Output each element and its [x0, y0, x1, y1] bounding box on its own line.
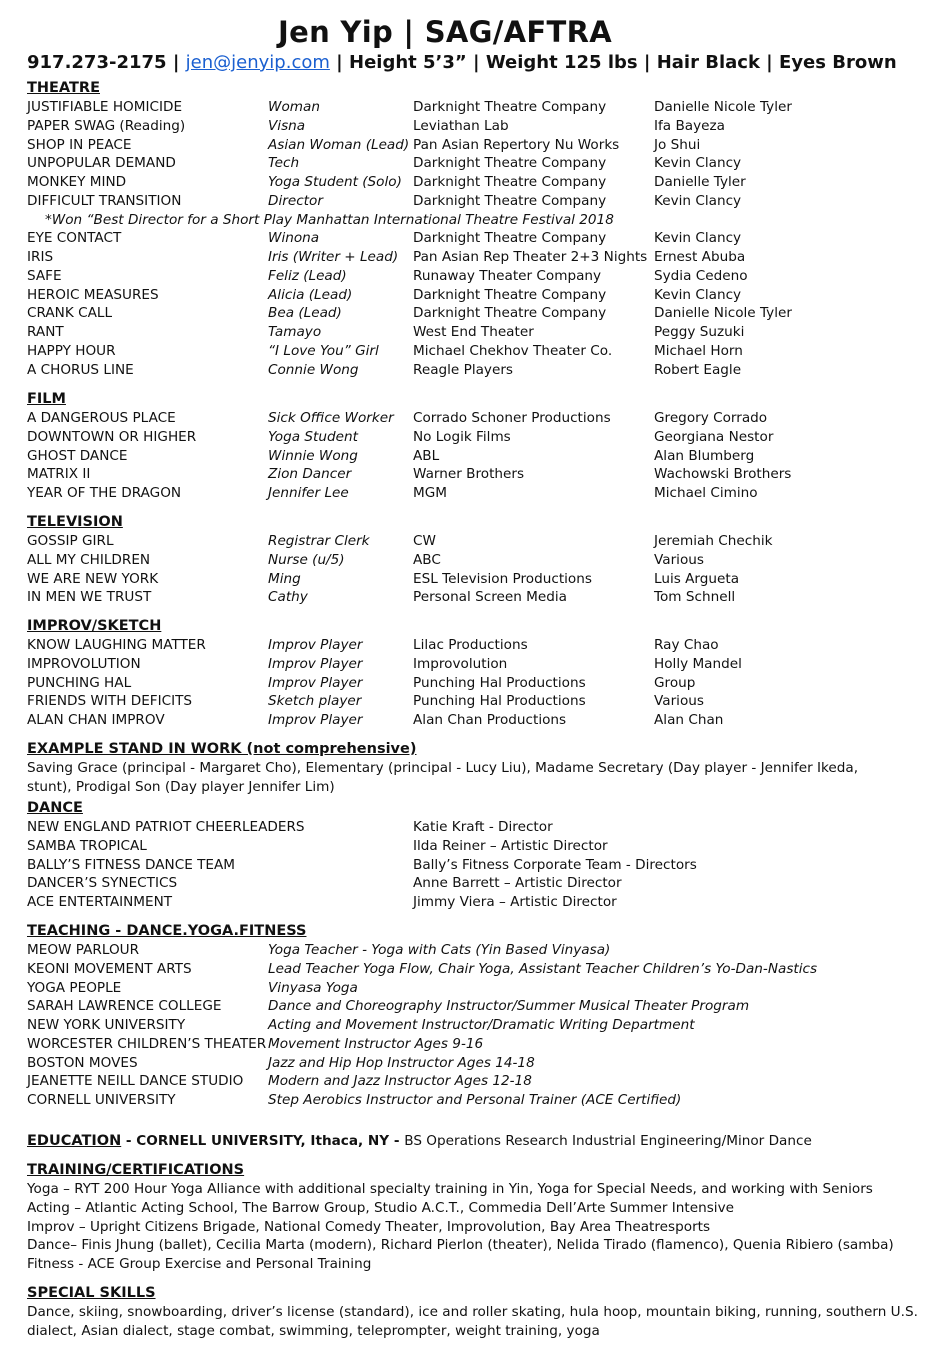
- theatre-credit-row-col-4: Kevin Clancy: [654, 192, 742, 209]
- theatre-credit-row-col-2: Woman: [268, 99, 320, 115]
- theatre-credit-row: [27, 98, 932, 117]
- theatre-credit-row-col-3: Darknight Theatre Company: [413, 99, 607, 115]
- theatre-credit-row-col-4: Ernest Abuba: [654, 249, 746, 265]
- theatre-credit-row-col-1: SAFE: [27, 267, 62, 284]
- television-credit-row-col-3: CW: [413, 533, 436, 549]
- standin-text: Saving Grace (principal - Margaret Cho), Elementary (principal - Lucy Liu), Madame Secretary (Day player - Jennifer Ikeda, stunt), Prodigal Son (Day player Jennifer Lim): [27, 760, 859, 795]
- dance-section: [27, 798, 932, 912]
- theatre-credit-row-col-4: Kevin Clancy: [654, 230, 742, 247]
- television-credit-row-col-4: Luis Argueta: [654, 570, 740, 587]
- dance-credit-row-col-1: BALLY’S FITNESS DANCE TEAM: [27, 856, 236, 873]
- teaching-credit-row-col-1: NEW YORK UNIVERSITY: [27, 1017, 186, 1033]
- theatre-credit-row-col-1: CRANK CALL: [27, 305, 113, 322]
- dance-credit-row-col-2: Bally’s Fitness Corporate Team - Directors: [413, 856, 697, 873]
- theatre-credit-row-col-4: Danielle Nicole Tyler: [654, 305, 792, 322]
- theatre-credit-row-col-1: RANT: [27, 324, 64, 340]
- teaching-credit-row-col-1: YOGA PEOPLE: [27, 979, 122, 996]
- improv-list: [27, 636, 932, 730]
- television-credit-row-col-2: Ming: [268, 570, 301, 587]
- education-school: - CORNELL UNIVERSITY, Ithaca, NY -: [121, 1133, 405, 1149]
- theatre-credit-row-col-2: Visna: [268, 117, 306, 134]
- improv-credit-row-col-3: Improvolution: [413, 655, 508, 672]
- section-heading-education: EDUCATION: [27, 1133, 122, 1149]
- theatre-credit-row-col-3: Leviathan Lab: [413, 117, 509, 134]
- theatre-credit-row: [27, 192, 932, 211]
- teaching-credit-row-col-2: Lead Teacher Yoga Flow, Chair Yoga, Assistant Teacher Children’s Yo-Dan-Nastics: [268, 960, 818, 977]
- teaching-section: [27, 921, 932, 1110]
- teaching-credit-row-col-1: MEOW PARLOUR: [27, 942, 140, 958]
- film-credit-row-col-2: Winnie Wong: [268, 447, 358, 464]
- theatre-credit-row-col-4: Danielle Tyler: [654, 174, 746, 190]
- television-credit-row: [27, 588, 932, 607]
- dance-credit-row-col-2: Anne Barrett – Artistic Director: [413, 875, 622, 892]
- teaching-credit-row: [27, 1054, 932, 1073]
- television-credit-row-col-3: ABC: [413, 551, 441, 568]
- improv-credit-row-col-4: Ray Chao: [654, 637, 719, 653]
- theatre-credit-row-col-1: UNPOPULAR DEMAND: [27, 155, 176, 172]
- television-credit-row: [27, 570, 932, 589]
- theatre-credit-row-col-1: EYE CONTACT: [27, 230, 122, 247]
- improv-credit-row-col-3: Alan Chan Productions: [413, 712, 567, 728]
- dance-credit-row-col-2: Ilda Reiner – Artistic Director: [413, 837, 608, 854]
- theatre-credit-row-col-4: Danielle Nicole Tyler: [654, 99, 792, 115]
- television-section: [27, 512, 932, 607]
- film-credit-row: [27, 428, 932, 447]
- theatre-credit-row: [27, 136, 932, 155]
- theatre-credit-row-col-2: Asian Woman (Lead): [268, 136, 410, 153]
- television-credit-row-col-2: Cathy: [268, 589, 308, 606]
- film-credit-row-col-4: Gregory Corrado: [654, 410, 768, 426]
- film-credit-row-col-3: Corrado Schoner Productions: [413, 410, 611, 426]
- teaching-credit-row: [27, 997, 932, 1016]
- dance-credit-row-col-1: NEW ENGLAND PATRIOT CHEERLEADERS: [27, 819, 305, 835]
- improv-credit-row-col-2: Improv Player: [268, 674, 363, 691]
- standin-section: [27, 739, 932, 797]
- skills-section: [27, 1283, 932, 1341]
- improv-credit-row-col-4: Group: [654, 674, 696, 691]
- film-list: [27, 409, 932, 503]
- section-heading-dance: DANCE: [27, 800, 83, 816]
- television-credit-row-col-3: Personal Screen Media: [413, 589, 567, 606]
- television-credit-row-col-1: ALL MY CHILDREN: [27, 551, 151, 568]
- dance-credit-row: [27, 818, 932, 837]
- teaching-credit-row: [27, 1035, 932, 1054]
- teaching-credit-row-col-1: JEANETTE NEILL DANCE STUDIO: [27, 1073, 244, 1090]
- film-credit-row-col-2: Zion Dancer: [268, 466, 352, 483]
- separator: |: [166, 52, 186, 73]
- training-line: Dance– Finis Jhung (ballet), Cecilia Marta (modern), Richard Pierlon (theater), Nelida Tirado (flamenco), Quenia Ribiero (samba): [27, 1237, 894, 1254]
- film-credit-row-col-1: GHOST DANCE: [27, 447, 128, 464]
- theatre-credit-row-col-3: Darknight Theatre Company: [413, 286, 607, 303]
- training-line: Improv – Upright Citizens Brigade, National Comedy Theater, Improvolution, Bay Area Theatresports: [27, 1218, 711, 1235]
- teaching-credit-row-col-1: CORNELL UNIVERSITY: [27, 1092, 176, 1108]
- teaching-credit-row-col-1: KEONI MOVEMENT ARTS: [27, 960, 192, 977]
- section-heading-training: TRAINING/CERTIFICATIONS: [27, 1162, 245, 1178]
- improv-credit-row-col-2: Improv Player: [268, 712, 363, 728]
- teaching-list: [27, 941, 932, 1110]
- film-credit-row-col-3: Warner Brothers: [413, 466, 525, 483]
- television-list: [27, 532, 932, 607]
- teaching-credit-row: [27, 1091, 932, 1110]
- dance-credit-row: [27, 874, 932, 893]
- theatre-credit-row-col-4: Jo Shui: [654, 136, 701, 153]
- improv-credit-row-col-3: Punching Hal Productions: [413, 674, 586, 691]
- film-credit-row-col-2: Jennifer Lee: [268, 485, 349, 501]
- television-credit-row-col-4: Tom Schnell: [654, 589, 736, 606]
- theatre-credit-row-col-1: HAPPY HOUR: [27, 342, 116, 359]
- theatre-credit-row: [27, 117, 932, 136]
- film-credit-row: [27, 447, 932, 466]
- improv-credit-row-col-2: Improv Player: [268, 655, 363, 672]
- film-credit-row-col-4: Michael Cimino: [654, 485, 758, 501]
- television-credit-row-col-4: Various: [654, 551, 704, 568]
- theatre-credit-row-col-2: Tamayo: [268, 324, 322, 340]
- theatre-credit-row-col-1: HEROIC MEASURES: [27, 286, 159, 303]
- teaching-credit-row: [27, 1016, 932, 1035]
- dance-credit-row-col-1: SAMBA TROPICAL: [27, 837, 147, 854]
- phone-number: 917.273-2175: [27, 52, 167, 73]
- film-credit-row: [27, 465, 932, 484]
- dance-credit-row-col-2: Katie Kraft - Director: [413, 819, 553, 835]
- teaching-credit-row-col-2: Acting and Movement Instructor/Dramatic Writing Department: [268, 1017, 695, 1033]
- teaching-credit-row-col-2: Movement Instructor Ages 9-16: [268, 1035, 484, 1052]
- theatre-credit-row: [27, 248, 932, 267]
- theatre-credit-row-col-4: Kevin Clancy: [654, 155, 742, 172]
- section-heading-skills: SPECIAL SKILLS: [27, 1285, 156, 1301]
- film-credit-row-col-1: DOWNTOWN OR HIGHER: [27, 428, 197, 445]
- theatre-list: [27, 98, 932, 211]
- theatre-credit-row: [27, 342, 932, 361]
- theatre-credit-row-col-2: Tech: [268, 155, 300, 172]
- television-credit-row-col-4: Jeremiah Chechik: [654, 533, 773, 549]
- improv-credit-row-col-4: Alan Chan: [654, 712, 724, 728]
- page-title: Jen Yip | SAG/AFTRA: [278, 15, 612, 49]
- theatre-credit-row: [27, 267, 932, 286]
- film-credit-row: [27, 484, 932, 503]
- training-list: [27, 1180, 932, 1274]
- theatre-credit-row-col-2: Director: [268, 192, 323, 209]
- teaching-credit-row-col-2: Dance and Choreography Instructor/Summer Musical Theater Program: [268, 998, 750, 1015]
- theatre-credit-row-col-3: Darknight Theatre Company: [413, 174, 607, 190]
- improv-credit-row-col-1: IMPROVOLUTION: [27, 655, 141, 672]
- theatre-credit-row: [27, 304, 932, 323]
- dance-credit-row: [27, 856, 932, 875]
- improv-credit-row: [27, 711, 932, 730]
- improv-credit-row: [27, 692, 932, 711]
- section-heading-standin: EXAMPLE STAND IN WORK (not comprehensive): [27, 741, 417, 757]
- theatre-credit-row-col-3: Runaway Theater Company: [413, 267, 602, 284]
- teaching-credit-row: [27, 979, 932, 998]
- television-credit-row-col-1: GOSSIP GIRL: [27, 533, 114, 549]
- improv-credit-row: [27, 674, 932, 693]
- teaching-credit-row: [27, 1072, 932, 1091]
- improv-credit-row-col-4: Holly Mandel: [654, 655, 742, 672]
- theatre-credit-row-col-4: Kevin Clancy: [654, 286, 742, 303]
- theatre-credit-row-col-4: Ifa Bayeza: [654, 117, 725, 134]
- teaching-credit-row-col-2: Modern and Jazz Instructor Ages 12-18: [268, 1073, 532, 1090]
- improv-credit-row-col-1: FRIENDS WITH DEFICITS: [27, 693, 193, 710]
- training-line: Yoga – RYT 200 Hour Yoga Alliance with additional specialty training in Yin, Yoga for Special Needs, and working with Seniors: [27, 1181, 873, 1197]
- television-credit-row-col-1: WE ARE NEW YORK: [27, 570, 159, 587]
- theatre-credit-row-col-2: Bea (Lead): [268, 305, 342, 322]
- theatre-credit-row-col-1: IRIS: [27, 249, 54, 265]
- theatre-credit-row-col-1: PAPER SWAG (Reading): [27, 117, 186, 134]
- film-credit-row-col-1: MATRIX II: [27, 466, 91, 483]
- theatre-credit-row-col-2: Alicia (Lead): [268, 286, 353, 303]
- teaching-credit-row: [27, 941, 932, 960]
- email-link[interactable]: jen@jenyip.com: [185, 52, 330, 73]
- improv-credit-row: [27, 655, 932, 674]
- film-credit-row: [27, 409, 932, 428]
- film-credit-row-col-3: No Logik Films: [413, 428, 511, 445]
- section-heading-teaching: TEACHING - DANCE.YOGA.FITNESS: [27, 923, 307, 939]
- improv-credit-row: [27, 636, 932, 655]
- improv-credit-row-col-3: Lilac Productions: [413, 637, 528, 653]
- television-credit-row-col-3: ESL Television Productions: [413, 570, 592, 587]
- theatre-credit-row: [27, 229, 932, 248]
- theatre-credit-row-col-3: Darknight Theatre Company: [413, 192, 607, 209]
- theatre-credit-row-col-3: Darknight Theatre Company: [413, 230, 607, 247]
- theatre-credit-row: [27, 173, 932, 192]
- film-credit-row-col-2: Yoga Student: [268, 428, 358, 445]
- theatre-credit-row-col-3: Darknight Theatre Company: [413, 155, 607, 172]
- theatre-credit-row-col-3: Pan Asian Repertory Nu Works: [413, 136, 620, 153]
- television-credit-row: [27, 551, 932, 570]
- training-line: Acting – Atlantic Acting School, The Barrow Group, Studio A.C.T., Commedia Dell’Arte Summer Intensive: [27, 1199, 734, 1216]
- teaching-credit-row-col-2: Step Aerobics Instructor and Personal Trainer (ACE Certified): [268, 1092, 682, 1108]
- film-section: [27, 389, 932, 503]
- theatre-credit-row: [27, 154, 932, 173]
- improv-credit-row-col-1: KNOW LAUGHING MATTER: [27, 637, 206, 653]
- teaching-credit-row-col-1: SARAH LAWRENCE COLLEGE: [27, 998, 222, 1015]
- training-section: [27, 1160, 932, 1274]
- theatre-credit-row-col-2: Iris (Writer + Lead): [268, 249, 399, 265]
- dance-credit-row-col-1: DANCER’S SYNECTICS: [27, 875, 178, 892]
- dance-credit-row: [27, 837, 932, 856]
- dance-list: [27, 818, 932, 912]
- education-line: [27, 1131, 812, 1151]
- teaching-credit-row: [27, 960, 932, 979]
- improv-credit-row-col-1: ALAN CHAN IMPROV: [27, 712, 165, 728]
- television-credit-row: [27, 532, 932, 551]
- improv-credit-row-col-1: PUNCHING HAL: [27, 674, 132, 691]
- theatre-credit-row-col-3: Reagle Players: [413, 361, 514, 378]
- teaching-credit-row-col-2: Jazz and Hip Hop Instructor Ages 14-18: [268, 1054, 535, 1071]
- teaching-credit-row-col-2: Vinyasa Yoga: [268, 979, 358, 996]
- film-credit-row-col-4: Georgiana Nestor: [654, 428, 774, 445]
- training-line: Fitness - ACE Group Exercise and Personal Training: [27, 1256, 372, 1272]
- film-credit-row-col-2: Sick Office Worker: [268, 410, 394, 426]
- section-heading-theatre: THEATRE: [27, 80, 100, 96]
- theatre-credit-row-col-2: Winona: [268, 230, 320, 247]
- theatre-credit-row: [27, 323, 932, 342]
- theatre-credit-row-col-1: DIFFICULT TRANSITION: [27, 192, 182, 209]
- theatre-credit-row-col-2: “I Love You” Girl: [268, 342, 379, 359]
- theatre-credit-row-col-3: Pan Asian Rep Theater 2+3 Nights: [413, 249, 648, 265]
- theatre-credit-row-col-1: JUSTIFIABLE HOMICIDE: [27, 99, 183, 115]
- theatre-credit-row-col-4: Michael Horn: [654, 342, 743, 359]
- improv-credit-row-col-2: Sketch player: [268, 693, 362, 710]
- theatre-credit-row: [27, 286, 932, 305]
- theatre-credit-row-col-2: Connie Wong: [268, 361, 359, 378]
- dance-credit-row-col-2: Jimmy Viera – Artistic Director: [413, 894, 617, 910]
- theatre-credit-row-col-2: Yoga Student (Solo): [268, 174, 402, 190]
- film-credit-row-col-4: Wachowski Brothers: [654, 466, 792, 483]
- improv-section: [27, 616, 932, 730]
- theatre-credit-row-col-4: Robert Eagle: [654, 361, 742, 378]
- award-note: *Won “Best Director for a Short Play Manhattan International Theatre Festival 2018: [45, 211, 614, 228]
- film-credit-row-col-1: YEAR OF THE DRAGON: [27, 485, 182, 501]
- teaching-credit-row-col-1: BOSTON MOVES: [27, 1054, 138, 1071]
- theatre-credit-row: [27, 361, 932, 380]
- theatre-list-continued: [27, 229, 932, 379]
- section-heading-television: TELEVISION: [27, 514, 123, 530]
- television-credit-row-col-2: Nurse (u/5): [268, 551, 345, 568]
- theatre-credit-row-col-1: MONKEY MIND: [27, 174, 127, 190]
- dance-credit-row-col-1: ACE ENTERTAINMENT: [27, 894, 173, 910]
- theatre-credit-row-col-3: Darknight Theatre Company: [413, 305, 607, 322]
- skills-text: Dance, skiing, snowboarding, driver’s license (standard), ice and roller skating, hula hoop, mountain biking, running, southern U.S. dialect, Asian dialect, stage combat, swimming, teleprompter, weight training, yoga: [27, 1304, 918, 1339]
- theatre-credit-row-col-3: Michael Chekhov Theater Co.: [413, 342, 613, 359]
- section-heading-improv: IMPROV/SKETCH: [27, 618, 162, 634]
- theatre-credit-row-col-3: West End Theater: [413, 324, 534, 340]
- film-credit-row-col-3: MGM: [413, 485, 447, 501]
- improv-credit-row-col-3: Punching Hal Productions: [413, 693, 586, 710]
- teaching-credit-row-col-1: WORCESTER CHILDREN’S THEATER: [27, 1035, 267, 1052]
- dance-credit-row: [27, 893, 932, 912]
- theatre-credit-row-col-4: Sydia Cedeno: [654, 267, 748, 284]
- theatre-credit-row-col-4: Peggy Suzuki: [654, 324, 745, 340]
- teaching-credit-row-col-2: Yoga Teacher - Yoga with Cats (Yin Based Vinyasa): [268, 942, 611, 958]
- film-credit-row-col-3: ABL: [413, 447, 440, 464]
- physical-stats: | Height 5’3” | Weight 125 lbs | Hair Black | Eyes Brown: [329, 52, 897, 73]
- television-credit-row-col-2: Registrar Clerk: [268, 533, 370, 549]
- theatre-credit-row-col-1: A CHORUS LINE: [27, 361, 134, 378]
- contact-line: [27, 51, 927, 75]
- improv-credit-row-col-4: Various: [654, 693, 704, 710]
- theatre-section: [27, 78, 932, 379]
- film-credit-row-col-1: A DANGEROUS PLACE: [27, 410, 176, 426]
- education-degree: BS Operations Research Industrial Engineering/Minor Dance: [404, 1133, 812, 1149]
- film-credit-row-col-4: Alan Blumberg: [654, 447, 755, 464]
- theatre-credit-row-col-2: Feliz (Lead): [268, 267, 347, 284]
- theatre-credit-row-col-1: SHOP IN PEACE: [27, 136, 132, 153]
- section-heading-film: FILM: [27, 391, 66, 407]
- television-credit-row-col-1: IN MEN WE TRUST: [27, 589, 152, 606]
- improv-credit-row-col-2: Improv Player: [268, 637, 363, 653]
